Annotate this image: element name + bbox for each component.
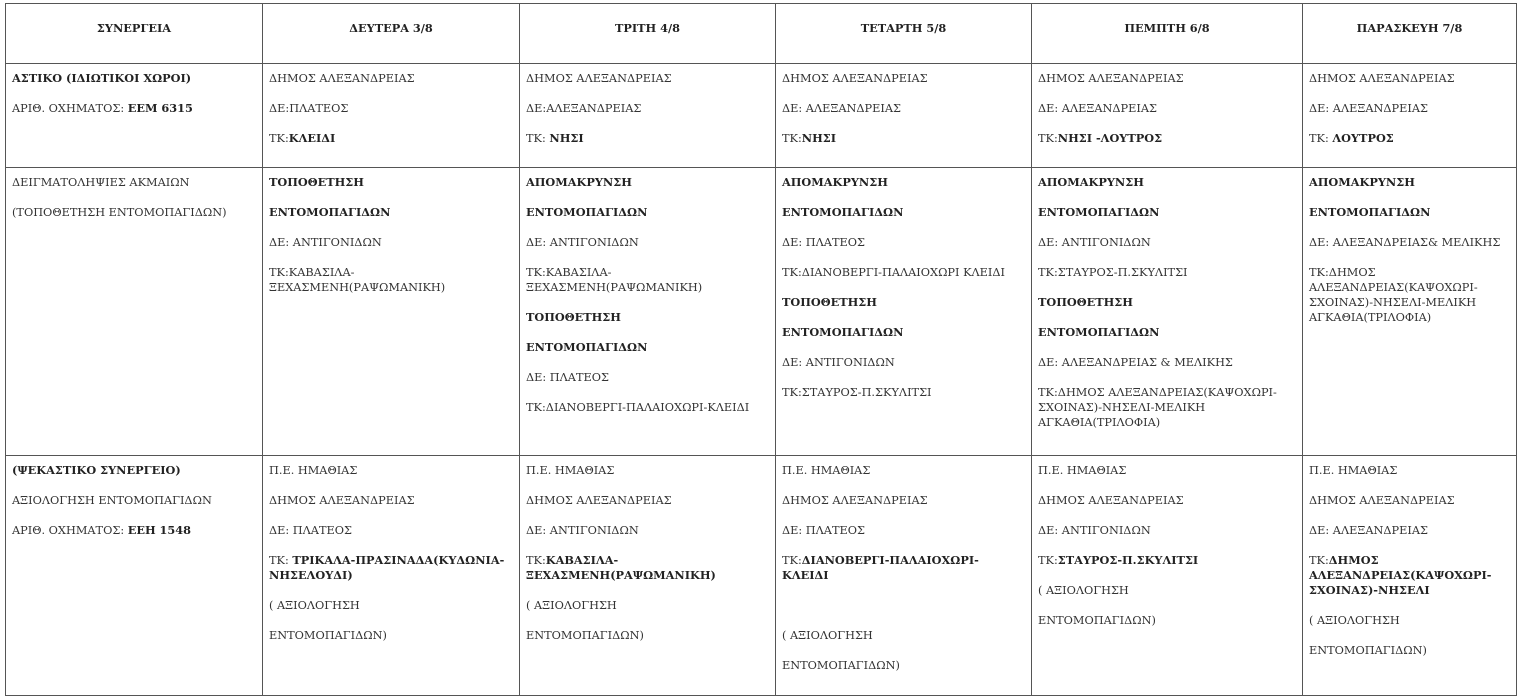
text-line: ΔΕ: ΠΛΑΤΕΟΣ [782, 524, 866, 537]
line-value: ΔΙΑΝΟΒΕΡΓΙ-ΠΑΛΑΙΟΧΩΡΙ-ΚΛΕΙΔΙ [782, 553, 979, 582]
line-value: ΔΗΜΟΣ ΑΛΕΞΑΝΔΡΕΙΑΣ(ΚΑΨΟΧΩΡΙ-ΣΧΟΙΝΑΣ)-ΝΗΣΕΛΙ [1309, 553, 1492, 597]
column-header-thursday: ΠΕΜΠΤΗ 6/8 [1032, 4, 1303, 64]
line-label: ΤΚ: [1309, 132, 1333, 145]
bold-line: ΕΝΤΟΜΟΠΑΓΙΔΩΝ [1038, 325, 1160, 339]
bold-line: ΤΟΠΟΘΕΤΗΣΗ [526, 310, 621, 324]
line-value: ΕΕΜ 6315 [127, 101, 193, 115]
labeled-line [1038, 131, 1296, 146]
text-line: ( ΑΞΙΟΛΟΓΗΣΗ [1309, 614, 1400, 627]
text-line: ΔΕ: ΑΝΤΙΓΟΝΙΔΩΝ [526, 236, 639, 249]
line-value: ΝΗΣΙ [549, 131, 584, 145]
table-row [6, 64, 1517, 168]
text-line: Π.Ε. ΗΜΑΘΙΑΣ [1038, 464, 1127, 477]
bold-line: ΑΠΟΜΑΚΡΥΝΣΗ [1309, 175, 1415, 189]
column-header-monday: ΔΕΥΤΕΡΑ 3/8 [263, 4, 520, 64]
text-line: ΔΗΜΟΣ ΑΛΕΞΑΝΔΡΕΙΑΣ [1309, 72, 1455, 85]
bold-line: ΕΝΤΟΜΟΠΑΓΙΔΩΝ [782, 205, 904, 219]
labeled-line [269, 131, 513, 146]
text-line: ΤΚ:ΣΤΑΥΡΟΣ-Π.ΣΚΥΛΙΤΣΙ [782, 386, 932, 399]
crew-cell [6, 456, 263, 696]
text-line: ΔΕ:ΠΛΑΤΕΟΣ [269, 102, 349, 115]
labeled-line [269, 553, 513, 583]
wednesday-cell [776, 64, 1032, 168]
text-line: Π.Ε. ΗΜΑΘΙΑΣ [526, 464, 615, 477]
line-label: ΤΚ: [526, 554, 546, 567]
bold-line: ΑΠΟΜΑΚΡΥΝΣΗ [1038, 175, 1144, 189]
text-line: ΤΚ:ΚΑΒΑΣΙΛΑ-ΞΕΧΑΣΜΕΝΗ(ΡΑΨΩΜΑΝΙΚΗ) [526, 266, 703, 294]
line-label: ΤΚ: [269, 132, 289, 145]
labeled-line [12, 523, 256, 538]
bold-line: (ΨΕΚΑΣΤΙΚΟ ΣΥΝΕΡΓΕΙΟ) [12, 463, 181, 477]
text-line: ΔΗΜΟΣ ΑΛΕΞΑΝΔΡΕΙΑΣ [269, 72, 415, 85]
bold-line: ΕΝΤΟΜΟΠΑΓΙΔΩΝ [1309, 205, 1431, 219]
header-row [6, 4, 1517, 64]
table-row [6, 456, 1517, 696]
labeled-line [1309, 553, 1510, 598]
schedule-table [5, 3, 1517, 696]
table-row [6, 168, 1517, 456]
line-label: ΤΚ: [526, 132, 550, 145]
line-label: ΤΚ: [782, 554, 802, 567]
labeled-line [12, 101, 256, 116]
bold-line: ΕΝΤΟΜΟΠΑΓΙΔΩΝ [269, 205, 391, 219]
line-value: ΚΑΒΑΣΙΛΑ-ΞΕΧΑΣΜΕΝΗ(ΡΑΨΩΜΑΝΙΚΗ) [526, 553, 716, 582]
monday-cell [263, 168, 520, 456]
friday-cell [1303, 64, 1517, 168]
line-label: ΤΚ: [1038, 554, 1058, 567]
line-value: ΚΛΕΙΔΙ [288, 131, 336, 145]
line-value: ΝΗΣΙ [801, 131, 837, 145]
text-line: ΔΕ: ΑΛΕΞΑΝΔΡΕΙΑΣ [1309, 524, 1428, 537]
text-line: Π.Ε. ΗΜΑΘΙΑΣ [782, 464, 871, 477]
bold-line: ΕΝΤΟΜΟΠΑΓΙΔΩΝ [782, 325, 904, 339]
text-line: ΔΕ: ΑΛΕΞΑΝΔΡΕΙΑΣ [1038, 102, 1157, 115]
bold-line: ΑΠΟΜΑΚΡΥΝΣΗ [526, 175, 632, 189]
line-label: ΑΡΙΘ. ΟΧΗΜΑΤΟΣ: [12, 102, 128, 115]
column-header-wednesday: ΤΕΤΑΡΤΗ 5/8 [776, 4, 1032, 64]
monday-cell [263, 64, 520, 168]
text-line: ΤΚ:ΔΙΑΝΟΒΕΡΓΙ-ΠΑΛΑΙΟΧΩΡΙ ΚΛΕΙΔΙ [782, 266, 1006, 279]
wednesday-cell [776, 168, 1032, 456]
text-line: ΕΝΤΟΜΟΠΑΓΙΔΩΝ) [782, 659, 900, 672]
text-line: ΤΚ:ΚΑΒΑΣΙΛΑ-ΞΕΧΑΣΜΕΝΗ(ΡΑΨΩΜΑΝΙΚΗ) [269, 266, 446, 294]
text-line: ΔΕ: ΑΛΕΞΑΝΔΡΕΙΑΣ [782, 102, 901, 115]
text-line: ( ΑΞΙΟΛΟΓΗΣΗ [269, 599, 360, 612]
text-line: ΔΗΜΟΣ ΑΛΕΞΑΝΔΡΕΙΑΣ [526, 72, 672, 85]
crew-cell [6, 168, 263, 456]
text-line: ΕΝΤΟΜΟΠΑΓΙΔΩΝ) [526, 629, 644, 642]
text-line: ( ΑΞΙΟΛΟΓΗΣΗ [782, 629, 873, 642]
text-line: ΔΕ: ΠΛΑΤΕΟΣ [782, 236, 866, 249]
text-line: ΔΕ: ΑΛΕΞΑΝΔΡΕΙΑΣ & ΜΕΛΙΚΗΣ [1038, 356, 1233, 369]
labeled-line [526, 131, 769, 146]
labeled-line [1038, 553, 1296, 568]
bold-line: ΤΟΠΟΘΕΤΗΣΗ [269, 175, 364, 189]
bold-line: ΑΣΤΙΚΟ (ΙΔΙΩΤΙΚΟΙ ΧΩΡΟΙ) [12, 71, 192, 85]
text-line: ( ΑΞΙΟΛΟΓΗΣΗ [1038, 584, 1129, 597]
text-line: ΔΕ: ΑΝΤΙΓΟΝΙΔΩΝ [1038, 236, 1151, 249]
text-line: ΔΕ: ΑΛΕΞΑΝΔΡΕΙΑΣ& ΜΕΛΙΚΗΣ [1309, 236, 1501, 249]
bold-line: ΕΝΤΟΜΟΠΑΓΙΔΩΝ [1038, 205, 1160, 219]
text-line: ΕΝΤΟΜΟΠΑΓΙΔΩΝ) [1309, 644, 1427, 657]
tuesday-cell [520, 64, 776, 168]
text-line: ΔΗΜΟΣ ΑΛΕΞΑΝΔΡΕΙΑΣ [526, 494, 672, 507]
column-header-crews: ΣΥΝΕΡΓΕΙΑ [6, 4, 263, 64]
text-line: ΑΞΙΟΛΟΓΗΣΗ ΕΝΤΟΜΟΠΑΓΙΔΩΝ [12, 494, 212, 507]
crew-cell [6, 64, 263, 168]
text-line: ΔΕ: ΑΝΤΙΓΟΝΙΔΩΝ [526, 524, 639, 537]
text-line: ΔΗΜΟΣ ΑΛΕΞΑΝΔΡΕΙΑΣ [1309, 494, 1455, 507]
text-line: Π.Ε. ΗΜΑΘΙΑΣ [1309, 464, 1398, 477]
thursday-cell [1032, 168, 1303, 456]
text-line: ΔΕ:ΑΛΕΞΑΝΔΡΕΙΑΣ [526, 102, 642, 115]
labeled-line [782, 553, 1025, 583]
text-line: ΔΕ: ΑΝΤΙΓΟΝΙΔΩΝ [269, 236, 382, 249]
line-value: ΤΡΙΚΑΛΑ-ΠΡΑΣΙΝΑΔΑ(ΚΥΔΩΝΙΑ-ΝΗΣΕΛΟΥΔΙ) [269, 553, 505, 582]
text-line: ΔΕ: ΑΝΤΙΓΟΝΙΔΩΝ [782, 356, 895, 369]
tuesday-cell [520, 456, 776, 696]
line-value: ΣΤΑΥΡΟΣ-Π.ΣΚΥΛΙΤΣΙ [1057, 553, 1199, 567]
text-line: ( ΑΞΙΟΛΟΓΗΣΗ [526, 599, 617, 612]
line-value: ΛΟΥΤΡΟΣ [1332, 131, 1394, 145]
text-line: Π.Ε. ΗΜΑΘΙΑΣ [269, 464, 358, 477]
thursday-cell [1032, 456, 1303, 696]
bold-line: ΑΠΟΜΑΚΡΥΝΣΗ [782, 175, 888, 189]
bold-line: ΕΝΤΟΜΟΠΑΓΙΔΩΝ [526, 205, 648, 219]
text-line: ΔΕ: ΠΛΑΤΕΟΣ [526, 371, 610, 384]
text-line: ΤΚ:ΔΙΑΝΟΒΕΡΓΙ-ΠΑΛΑΙΟΧΩΡΙ-ΚΛΕΙΔΙ [526, 401, 750, 414]
labeled-line [1309, 131, 1510, 146]
text-line: ΤΚ:ΔΗΜΟΣ ΑΛΕΞΑΝΔΡΕΙΑΣ(ΚΑΨΟΧΩΡΙ-ΣΧΟΙΝΑΣ)-ΝΗΣΕΛΙ-ΜΕΛΙΚΗ ΑΓΚΑΘΙΑ(ΤΡΙΛΟΦΙΑ) [1309, 266, 1478, 324]
text-line: ΔΗΜΟΣ ΑΛΕΞΑΝΔΡΕΙΑΣ [1038, 72, 1184, 85]
spacer [782, 598, 1025, 613]
wednesday-cell [776, 456, 1032, 696]
line-value: ΕΕΗ 1548 [127, 523, 192, 537]
text-line: ΔΗΜΟΣ ΑΛΕΞΑΝΔΡΕΙΑΣ [1038, 494, 1184, 507]
text-line: (ΤΟΠΟΘΕΤΗΣΗ ΕΝΤΟΜΟΠΑΓΙΔΩΝ) [12, 206, 227, 219]
line-label: ΤΚ: [269, 554, 293, 567]
column-header-tuesday: ΤΡΙΤΗ 4/8 [520, 4, 776, 64]
friday-cell [1303, 168, 1517, 456]
bold-line: ΕΝΤΟΜΟΠΑΓΙΔΩΝ [526, 340, 648, 354]
bold-line: ΤΟΠΟΘΕΤΗΣΗ [1038, 295, 1133, 309]
text-line: ΕΝΤΟΜΟΠΑΓΙΔΩΝ) [269, 629, 387, 642]
text-line: ΔΕ: ΠΛΑΤΕΟΣ [269, 524, 353, 537]
labeled-line [526, 553, 769, 583]
line-label: ΤΚ: [1038, 132, 1058, 145]
line-label: ΤΚ: [782, 132, 802, 145]
line-value: ΝΗΣΙ -ΛΟΥΤΡΟΣ [1057, 131, 1163, 145]
bold-line: ΤΟΠΟΘΕΤΗΣΗ [782, 295, 877, 309]
tuesday-cell [520, 168, 776, 456]
line-label: ΤΚ: [1309, 554, 1329, 567]
labeled-line [782, 131, 1025, 146]
text-line: ΔΗΜΟΣ ΑΛΕΞΑΝΔΡΕΙΑΣ [269, 494, 415, 507]
thursday-cell [1032, 64, 1303, 168]
text-line: ΔΗΜΟΣ ΑΛΕΞΑΝΔΡΕΙΑΣ [782, 494, 928, 507]
line-label: ΑΡΙΘ. ΟΧΗΜΑΤΟΣ: [12, 524, 128, 537]
text-line: ΔΗΜΟΣ ΑΛΕΞΑΝΔΡΕΙΑΣ [782, 72, 928, 85]
friday-cell [1303, 456, 1517, 696]
text-line: ΔΕΙΓΜΑΤΟΛΗΨΙΕΣ ΑΚΜΑΙΩΝ [12, 176, 190, 189]
text-line: ΔΕ: ΑΝΤΙΓΟΝΙΔΩΝ [1038, 524, 1151, 537]
text-line: ΕΝΤΟΜΟΠΑΓΙΔΩΝ) [1038, 614, 1156, 627]
text-line: ΤΚ:ΣΤΑΥΡΟΣ-Π.ΣΚΥΛΙΤΣΙ [1038, 266, 1188, 279]
text-line: ΤΚ:ΔΗΜΟΣ ΑΛΕΞΑΝΔΡΕΙΑΣ(ΚΑΨΟΧΩΡΙ-ΣΧΟΙΝΑΣ)-ΝΗΣΕΛΙ-ΜΕΛΙΚΗ ΑΓΚΑΘΙΑ(ΤΡΙΛΟΦΙΑ) [1038, 386, 1277, 429]
monday-cell [263, 456, 520, 696]
text-line: ΔΕ: ΑΛΕΞΑΝΔΡΕΙΑΣ [1309, 102, 1428, 115]
column-header-friday: ΠΑΡΑΣΚΕΥΗ 7/8 [1303, 4, 1517, 64]
